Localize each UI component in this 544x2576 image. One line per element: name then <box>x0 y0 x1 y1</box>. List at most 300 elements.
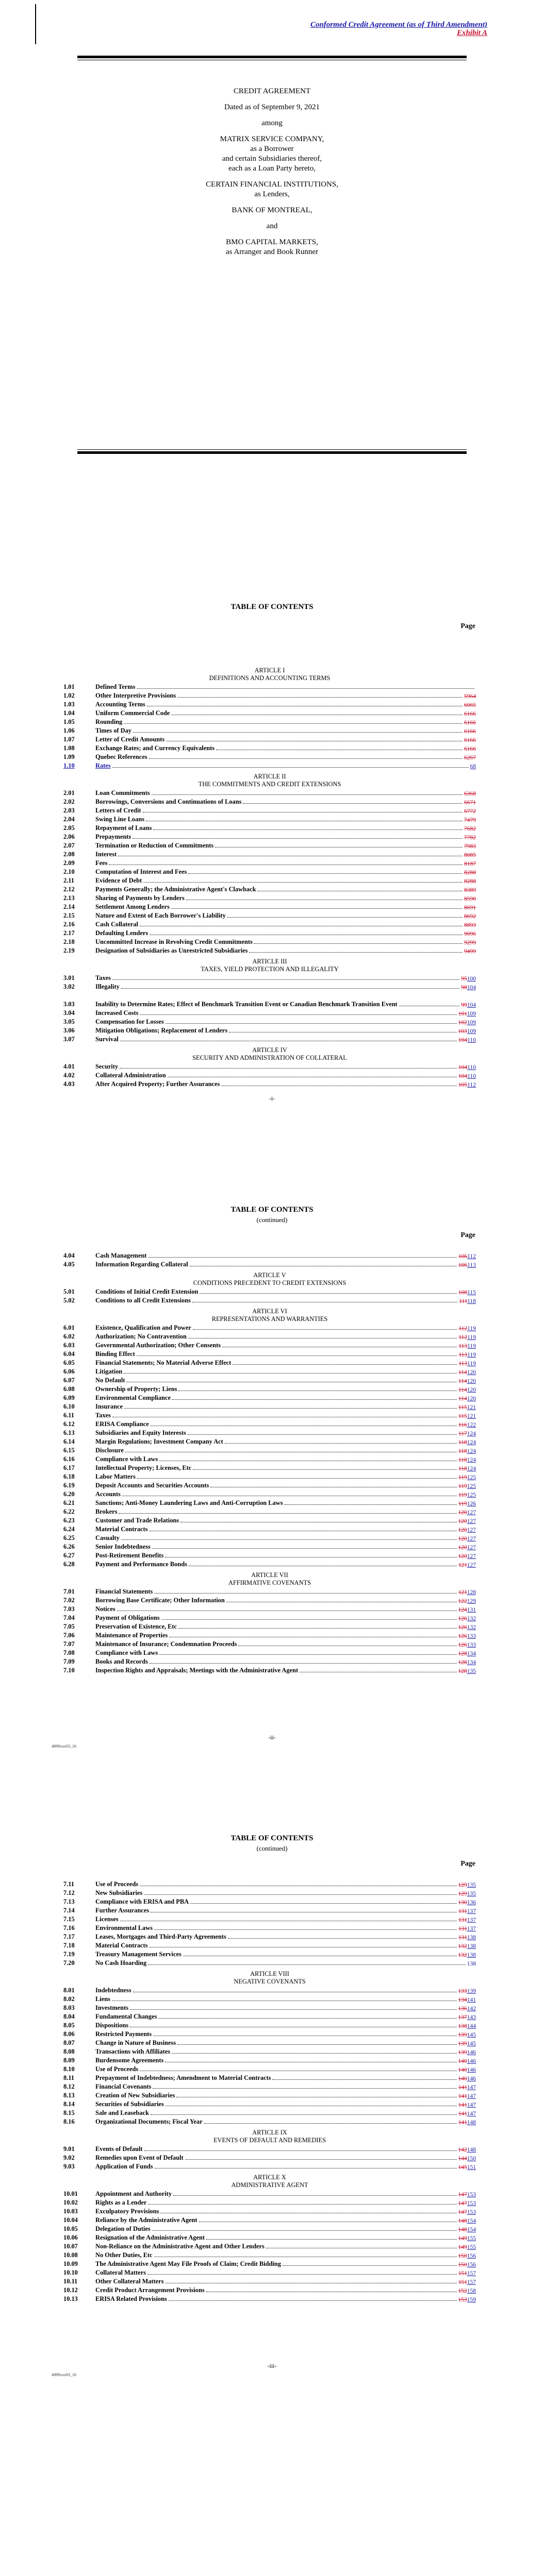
toc-entry[interactable] <box>63 2064 476 2073</box>
article-number: ARTICLE IV <box>252 1046 287 1054</box>
section-number: 6.08 <box>63 1385 75 1393</box>
toc-entry[interactable] <box>63 1923 476 1932</box>
toc-entry[interactable] <box>63 2259 476 2268</box>
section-title: ERISA Compliance <box>95 1420 149 1428</box>
section-number: 6.04 <box>63 1350 75 1358</box>
toc-entry[interactable] <box>63 761 476 770</box>
toc-entry[interactable] <box>63 1560 476 1568</box>
deleted-page-number: 148 <box>458 2218 467 2224</box>
page-reference <box>458 2297 476 2303</box>
page-reference <box>458 1651 476 1657</box>
inserted-page-number: 100 <box>467 976 476 982</box>
inserted-page-number: 119 <box>467 1343 476 1349</box>
section-number: 7.11 <box>63 1880 74 1888</box>
toc-entry[interactable] <box>63 1888 476 1897</box>
inserted-page-number: 151 <box>467 2164 476 2171</box>
toc-entry[interactable] <box>63 1533 476 1542</box>
page-reference <box>458 1668 476 1674</box>
inserted-page-number: 134 <box>467 1659 476 1666</box>
cover-line <box>0 199 544 206</box>
toc-entry[interactable] <box>63 1481 476 1489</box>
toc-entry[interactable] <box>63 1542 476 1551</box>
deleted-page-number: 115 <box>458 1404 467 1411</box>
toc-entry[interactable] <box>63 1622 476 1631</box>
section-title: Letter of Credit Amounts <box>95 736 165 743</box>
toc-entry[interactable] <box>63 893 476 902</box>
toc-entry[interactable] <box>63 1428 476 1437</box>
toc-entry[interactable] <box>63 1906 476 1914</box>
section-title: Leases, Mortgages and Third-Party Agreements <box>95 1933 226 1940</box>
section-title: Maintenance of Properties <box>95 1632 168 1639</box>
deleted-page-number: 147 <box>458 2192 467 2198</box>
inserted-page-number: 127 <box>467 1545 476 1551</box>
inserted-page-number: 132 <box>467 1624 476 1631</box>
toc-entry[interactable] <box>63 902 476 911</box>
toc-entry[interactable] <box>63 2277 476 2285</box>
cover-line: as Arranger and Book Runner <box>225 248 319 256</box>
toc-entry[interactable] <box>63 2021 476 2029</box>
section-title: Rounding <box>95 718 123 725</box>
inserted-page-number: 110 <box>467 1037 476 1043</box>
section-title: Financial Statements; No Material Adverse Effect <box>95 1359 232 1366</box>
dot-leader <box>190 1903 456 1904</box>
dot-leader <box>166 1023 457 1024</box>
toc-entry[interactable] <box>63 1489 476 1498</box>
toc-entry[interactable] <box>63 2285 476 2294</box>
deleted-page-number: 7682 <box>464 826 476 832</box>
exhibit-label: Exhibit A <box>456 29 487 37</box>
deleted-page-number: 102 <box>458 1020 467 1026</box>
toc-entry[interactable] <box>63 1437 476 1446</box>
deleted-page-number: 150 <box>458 2253 467 2259</box>
toc-entry[interactable] <box>63 1251 476 1260</box>
deleted-page-number: 8691 <box>464 905 476 911</box>
toc-entry[interactable] <box>63 1393 476 1402</box>
section-title: Times of Day <box>95 727 131 734</box>
article-number: ARTICLE VI <box>252 1308 287 1315</box>
section-number: 4.04 <box>63 1252 75 1259</box>
section-title: Senior Indebtedness <box>95 1543 151 1550</box>
page-reference <box>458 2288 476 2294</box>
toc-entry[interactable] <box>63 2294 476 2303</box>
dot-leader <box>153 829 463 830</box>
toc-entry[interactable] <box>63 1551 476 1560</box>
page-reference <box>458 1082 476 1088</box>
section-number: 4.05 <box>63 1261 75 1268</box>
toc-entry[interactable] <box>63 1367 476 1376</box>
inserted-page-number: 158 <box>467 2288 476 2294</box>
toc-entry[interactable] <box>63 708 476 717</box>
toc-entry[interactable] <box>63 1287 476 1296</box>
toc-entry[interactable] <box>63 1613 476 1622</box>
page-reference <box>458 1952 476 1958</box>
toc-entry[interactable] <box>63 1914 476 1923</box>
dot-leader <box>188 873 463 874</box>
toc-entry[interactable] <box>63 1026 476 1035</box>
dot-leader <box>153 2088 456 2089</box>
section-title: Brokers <box>95 1508 118 1515</box>
toc-entry[interactable] <box>63 1472 476 1481</box>
toc-entry[interactable] <box>63 1463 476 1472</box>
toc-entry[interactable] <box>63 867 476 876</box>
toc-entry[interactable] <box>63 1516 476 1524</box>
dot-leader <box>130 2009 456 2010</box>
deleted-page-number: 105 <box>458 1082 468 1088</box>
toc-entry[interactable] <box>63 2207 476 2215</box>
inserted-page-number: 118 <box>467 1298 476 1304</box>
section-title: Prepayments <box>95 833 131 840</box>
inserted-page-number: 147 <box>467 2084 476 2091</box>
section-number: 6.20 <box>63 1490 75 1498</box>
section-number: 6.07 <box>63 1377 75 1384</box>
toc-entry[interactable] <box>63 1587 476 1596</box>
page-reference <box>458 1882 476 1888</box>
toc-entry[interactable] <box>63 2117 476 2126</box>
inserted-page-number: 127 <box>467 1562 476 1568</box>
section-number: 2.08 <box>63 851 75 858</box>
toc-entry[interactable] <box>63 797 476 806</box>
article-heading <box>63 773 476 788</box>
deleted-page-number: 128 <box>458 1651 467 1657</box>
inserted-page-number: 135 <box>467 1882 476 1888</box>
toc-entry[interactable] <box>63 841 476 850</box>
inserted-page-number: 124 <box>467 1466 476 1472</box>
toc-title: TABLE OF CONTENTS <box>230 1834 314 1842</box>
inserted-page-number: 127 <box>467 1518 476 1524</box>
toc-entry[interactable] <box>63 850 476 858</box>
toc-entry[interactable] <box>63 1958 476 1967</box>
toc-entry[interactable] <box>63 937 476 946</box>
toc-entry[interactable] <box>63 2162 476 2171</box>
toc-entry[interactable] <box>63 858 476 867</box>
page-reference <box>458 2014 476 2021</box>
deleted-page-number: 147 <box>458 2200 467 2207</box>
deleted-page-number: 6166 <box>464 737 476 743</box>
section-title: Illegality <box>95 983 120 990</box>
dot-leader <box>152 2230 457 2231</box>
toc-entry[interactable] <box>63 1454 476 1463</box>
page-reference <box>464 737 476 743</box>
cover-line: BANK OF MONTREAL, <box>232 206 312 214</box>
section-number: 1.01 <box>63 683 75 690</box>
article-heading <box>63 2129 476 2144</box>
toc-entry[interactable] <box>63 1376 476 1384</box>
toc-entry[interactable] <box>63 815 476 823</box>
dot-leader <box>147 2274 457 2275</box>
section-number: 10.10 <box>63 2269 78 2276</box>
deleted-page-number: 134 <box>458 1997 467 2003</box>
toc-entry[interactable] <box>63 928 476 937</box>
page-reference <box>458 1659 476 1666</box>
page-reference <box>458 2218 476 2224</box>
toc-entry[interactable] <box>63 2215 476 2224</box>
page-reference <box>458 1598 476 1604</box>
toc-entry[interactable] <box>63 1657 476 1666</box>
section-number: 3.02 <box>63 983 75 990</box>
article-title: NEGATIVE COVENANTS <box>234 1978 306 1985</box>
toc-entry[interactable] <box>63 2073 476 2082</box>
toc-entry[interactable] <box>63 1631 476 1639</box>
dot-leader <box>172 2053 456 2054</box>
section-number: 2.04 <box>63 816 75 823</box>
toc-entry[interactable] <box>63 1666 476 1674</box>
toc-page-label: Page <box>460 1860 475 1868</box>
section-number: 3.06 <box>63 1027 75 1034</box>
deleted-page-number: 114 <box>458 1387 467 1393</box>
toc-entry[interactable] <box>63 2091 476 2099</box>
toc-entry[interactable] <box>63 1604 476 1613</box>
section-number: 7.01 <box>63 1588 75 1595</box>
section-number: 6.16 <box>63 1455 75 1463</box>
toc-entry[interactable] <box>63 1498 476 1507</box>
section-title: Existence, Qualification and Power <box>95 1324 191 1331</box>
section-title: Intellectual Property; Licenses, Etc <box>95 1464 192 1471</box>
section-title: Payment and Performance Bonds <box>95 1561 187 1568</box>
page-reference <box>458 1518 476 1524</box>
inserted-page-number: 127 <box>467 1553 476 1560</box>
toc-entry[interactable] <box>63 1411 476 1419</box>
inserted-page-number: 104 <box>467 985 476 991</box>
article-title: CONDITIONS PRECEDENT TO CREDIT EXTENSIONS <box>193 1279 347 1286</box>
page-reference <box>458 1553 476 1560</box>
toc-entry[interactable] <box>63 982 476 991</box>
dot-leader <box>200 1293 456 1294</box>
toc-entry[interactable] <box>63 735 476 743</box>
toc-entry[interactable] <box>63 1879 476 1888</box>
page-reference <box>464 940 476 946</box>
toc-entry[interactable] <box>63 832 476 841</box>
toc-entry[interactable] <box>63 1079 476 1088</box>
toc-entry[interactable] <box>63 1639 476 1648</box>
section-title: Reliance by the Administrative Agent <box>95 2216 197 2224</box>
toc-entry[interactable] <box>63 1994 476 2003</box>
deleted-page-number: 113 <box>458 1343 468 1349</box>
toc-entry[interactable] <box>63 1507 476 1516</box>
toc-entry[interactable] <box>63 1008 476 1017</box>
dot-leader <box>124 723 463 724</box>
toc-entry[interactable] <box>63 1419 476 1428</box>
article-title: ADMINISTRATIVE AGENT <box>231 2181 308 2189</box>
toc-entry[interactable] <box>63 973 476 982</box>
page-reference <box>458 1290 476 1296</box>
page-reference <box>458 1262 476 1268</box>
section-number: 9.01 <box>63 2145 75 2153</box>
toc-entry[interactable] <box>63 682 476 691</box>
toc-entry[interactable] <box>63 1296 476 1304</box>
toc-entry[interactable] <box>63 726 476 735</box>
page-reference <box>458 1352 476 1358</box>
toc-entry[interactable] <box>63 911 476 920</box>
toc-entry[interactable] <box>63 2047 476 2056</box>
article-number: ARTICLE VIII <box>250 1970 289 1977</box>
toc-entry[interactable] <box>63 2224 476 2233</box>
dot-leader <box>177 2044 456 2045</box>
section-title: Securities of Subsidiaries <box>95 2100 164 2108</box>
deleted-page-number: 113 <box>458 1361 468 1367</box>
toc-entry[interactable] <box>63 700 476 708</box>
section-number: 7.16 <box>63 1924 75 1931</box>
toc-entry[interactable] <box>63 1941 476 1950</box>
toc-entry[interactable] <box>63 991 476 1008</box>
toc-entry[interactable] <box>63 1446 476 1454</box>
toc-entry[interactable] <box>63 2082 476 2091</box>
cover-line: CREDIT AGREEMENT <box>233 87 311 95</box>
toc-entry[interactable] <box>63 2242 476 2250</box>
toc-entry[interactable] <box>63 806 476 815</box>
section-title: Dispositions <box>95 2022 129 2029</box>
inserted-page-number: 146 <box>467 2076 476 2082</box>
section-title: Labor Matters <box>95 1473 136 1480</box>
inserted-page-number: 120 <box>467 1396 476 1402</box>
page-reference <box>458 2279 476 2285</box>
deleted-page-number: 153 <box>458 2297 467 2303</box>
inserted-page-number: 153 <box>467 2209 476 2215</box>
article-heading <box>63 667 476 682</box>
section-title: Computation of Interest and Fees <box>95 868 187 875</box>
cover-line: and <box>266 222 278 230</box>
toc-entry[interactable] <box>63 1323 476 1332</box>
toc-entry[interactable] <box>63 717 476 726</box>
toc-entry[interactable] <box>63 2029 476 2038</box>
section-number: 7.19 <box>63 1951 75 1958</box>
toc-entry[interactable] <box>63 1332 476 1341</box>
inserted-page-number: 137 <box>467 1917 476 1923</box>
section-title: Fees <box>95 859 108 867</box>
section-number: 7.12 <box>63 1889 75 1896</box>
toc-entry[interactable] <box>63 1349 476 1358</box>
toc-entry[interactable] <box>63 2038 476 2047</box>
toc-entry[interactable] <box>63 946 476 955</box>
section-title: Mitigation Obligations; Replacement of Lenders <box>95 1027 228 1034</box>
inserted-page-number: 109 <box>467 1028 476 1035</box>
toc-entry[interactable] <box>63 788 476 797</box>
page-reference <box>464 702 476 708</box>
toc-entry[interactable] <box>63 1897 476 1906</box>
toc-entry[interactable] <box>63 1358 476 1367</box>
section-number: 2.05 <box>63 824 75 832</box>
toc-entry[interactable] <box>63 1341 476 1349</box>
section-number: 5.01 <box>63 1288 75 1295</box>
deleted-page-number: 141 <box>458 2120 467 2126</box>
toc-entry[interactable] <box>63 743 476 752</box>
section-title: Transactions with Affiliates <box>95 2048 171 2055</box>
inserted-page-number: 157 <box>467 2270 476 2277</box>
section-title: Repayment of Loans <box>95 824 152 832</box>
section-title: Security <box>95 1063 119 1070</box>
toc-entry[interactable] <box>63 2189 476 2198</box>
toc-entry[interactable] <box>63 2012 476 2021</box>
section-title: Exchange Rates; and Currency Equivalents <box>95 744 215 752</box>
toc-entry[interactable] <box>63 1384 476 1393</box>
toc-entry[interactable] <box>63 1017 476 1026</box>
toc-entry[interactable] <box>63 2250 476 2259</box>
dot-leader <box>228 1938 457 1939</box>
section-title: Creation of New Subsidiaries <box>95 2092 175 2099</box>
dot-leader <box>185 2159 457 2160</box>
toc-entry[interactable] <box>63 1260 476 1268</box>
toc-entry[interactable] <box>63 1524 476 1533</box>
section-title: No Default <box>95 1377 125 1384</box>
section-number: 8.13 <box>63 2092 75 2099</box>
toc-entry[interactable] <box>63 876 476 885</box>
dot-leader <box>215 847 463 848</box>
toc-entry[interactable] <box>63 2153 476 2162</box>
toc-entry[interactable] <box>63 1932 476 1941</box>
page-reference <box>458 2067 476 2073</box>
inserted-page-number: 124 <box>467 1448 476 1454</box>
toc-entry[interactable] <box>63 2056 476 2064</box>
dot-leader <box>193 1469 457 1470</box>
toc-entry[interactable] <box>63 1950 476 1958</box>
deleted-page-number: 140 <box>458 2058 467 2064</box>
page-reference <box>464 800 476 806</box>
page-reference <box>458 1908 476 1914</box>
toc-entry[interactable] <box>63 1035 476 1043</box>
section-number: 6.01 <box>63 1324 75 1331</box>
toc-entry[interactable] <box>63 1071 476 1079</box>
toc-entry[interactable] <box>63 920 476 928</box>
toc-entry[interactable] <box>63 1986 476 1994</box>
deleted-page-number: 128 <box>458 1659 467 1666</box>
toc-entry[interactable] <box>63 1062 476 1071</box>
page-reference <box>459 1298 476 1304</box>
page-reference <box>458 1475 476 1481</box>
toc-entry[interactable] <box>63 2003 476 2012</box>
inserted-page-number: 138 <box>467 1961 476 1967</box>
toc-entry[interactable] <box>63 691 476 700</box>
deleted-page-number: 108 <box>458 1290 468 1296</box>
toc-entry[interactable] <box>63 2268 476 2277</box>
article-number: ARTICLE III <box>252 958 287 965</box>
page-reference <box>458 1642 476 1648</box>
toc-entry[interactable] <box>63 2144 476 2153</box>
toc-entry[interactable] <box>63 2099 476 2108</box>
page-reference <box>464 720 476 726</box>
toc-entry[interactable] <box>63 2108 476 2117</box>
deleted-page-number: 6368 <box>464 791 476 797</box>
dot-leader <box>243 803 463 804</box>
section-title: Designation of Subsidiaries as Unrestricted Subsidiaries <box>95 947 248 954</box>
dot-leader <box>143 882 463 883</box>
toc-entry[interactable] <box>63 885 476 893</box>
inserted-page-number: 145 <box>467 2032 476 2038</box>
section-number: 8.04 <box>63 2013 75 2020</box>
toc-entry[interactable] <box>63 1402 476 1411</box>
toc-entry[interactable] <box>63 1648 476 1657</box>
inserted-page-number: 131 <box>467 1607 476 1613</box>
page-reference <box>464 843 476 850</box>
deleted-page-number: 9299 <box>464 940 476 946</box>
toc-entry[interactable] <box>63 2198 476 2207</box>
section-title: Treasury Management Services <box>95 1951 182 1958</box>
toc-entry[interactable] <box>63 2233 476 2242</box>
inserted-page-number: 155 <box>467 2244 476 2250</box>
page-reference <box>458 1378 476 1384</box>
toc-entry[interactable] <box>63 823 476 832</box>
deleted-page-number: 9096 <box>464 931 476 937</box>
cover-page <box>0 0 544 515</box>
section-title: Loan Commitments <box>95 789 150 796</box>
page-reference <box>458 2006 476 2012</box>
section-title: Conditions to all Credit Extensions <box>95 1297 191 1304</box>
section-number: 3.04 <box>63 1009 75 1016</box>
inserted-page-number: 146 <box>467 2067 476 2073</box>
dot-leader <box>137 688 474 689</box>
deleted-page-number: 149 <box>458 2244 467 2250</box>
toc-entry[interactable] <box>63 752 476 761</box>
toc-entry[interactable] <box>63 1596 476 1604</box>
deleted-page-number: 117 <box>458 1431 467 1437</box>
